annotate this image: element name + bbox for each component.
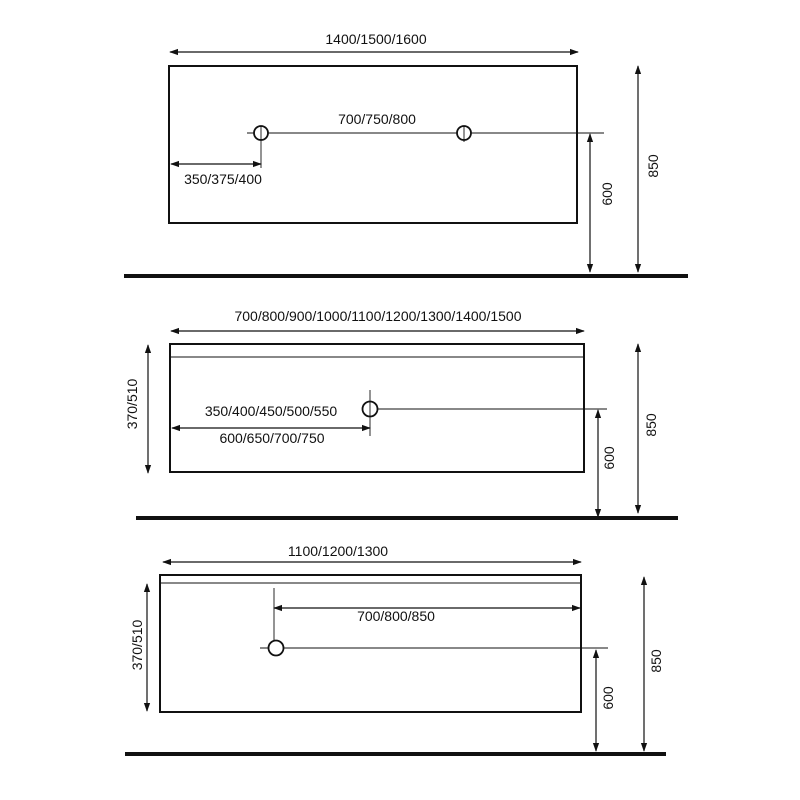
diagram-2 <box>124 308 678 518</box>
left-offset-label: 350/375/400 <box>184 171 262 187</box>
height-850-label: 850 <box>648 649 664 673</box>
double-basin-top <box>169 66 577 223</box>
width-label: 700/800/900/1000/1100/1200/1300/1400/1500 <box>234 308 522 324</box>
depth-label: 370/510 <box>124 378 140 430</box>
hole-offset-label-2: 600/650/700/750 <box>219 430 325 446</box>
hole-spacing-label: 700/750/800 <box>338 111 416 127</box>
hole-right-label: 700/800/850 <box>357 608 435 624</box>
depth-label: 370/510 <box>129 619 145 671</box>
height-600-label: 600 <box>600 686 616 710</box>
tap-hole <box>269 641 284 656</box>
hole-offset-label: 350/400/450/500/550 <box>204 403 338 419</box>
width-label: 1100/1200/1300 <box>287 543 389 559</box>
diagram-1 <box>124 31 688 276</box>
height-850-label: 850 <box>645 154 661 178</box>
diagram-3 <box>125 543 666 754</box>
height-850-label: 850 <box>643 413 659 437</box>
height-600-label: 600 <box>601 446 617 470</box>
height-600-label: 600 <box>599 182 615 206</box>
offset-basin-top <box>160 575 581 712</box>
width-label: 1400/1500/1600 <box>325 31 427 47</box>
